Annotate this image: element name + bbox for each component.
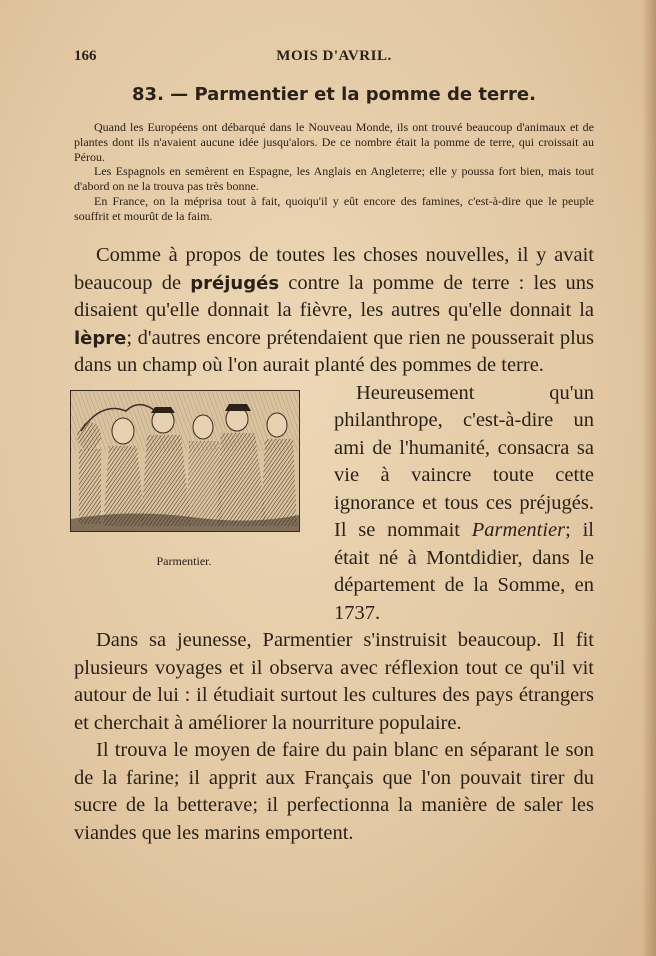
- figure-caption: Parmentier.: [156, 553, 212, 568]
- text-run: [74, 327, 594, 377]
- text-run: ; d'autres encore prétendaient que rien ne pousserait plus dans un champ où l'on aurait planté des pommes de terre.: [74, 326, 594, 376]
- italic-name: Parmentier: [471, 519, 566, 541]
- chapter-title: 83. — Parmentier et la pomme de terre.: [132, 84, 536, 105]
- body-text: [74, 242, 594, 847]
- text-run: contre la pomme de terre : les uns disaient qu'elle donnait la fièvre, les autres qu'elle donnait la: [74, 271, 594, 321]
- page-header: [74, 48, 594, 68]
- summary-paragraph: Les Espagnols en semèrent en Espagne, les Anglais en Angleterre; elle y poussa fort bien, mais tout d'abord on ne la trouva pas très bonne.: [74, 164, 594, 194]
- text-run: , c'est-à-dire un ami de l'humanité, consacra sa vie à vaincre toute cette ignorance et tous ces préjugés. Il se nommait: [334, 409, 594, 541]
- summary-paragraph: Quand les Européens ont débarqué dans le Nouveau Monde, ils ont trouvé beaucoup d'animaux et de plantes dont ils n'avaient aucune idée jusqu'alors. De ce nombre était la pomme de terre, qui croissait au Pérou.: [74, 120, 594, 164]
- page-number: 166: [74, 48, 97, 64]
- bold-term: lèpre: [74, 327, 127, 349]
- summary-block: [74, 120, 594, 224]
- page-edge-shadow: [642, 0, 656, 956]
- figure: [70, 380, 316, 600]
- running-head: MOIS D'AVRIL.: [276, 48, 392, 64]
- bold-term: préjugés: [190, 272, 280, 294]
- text-run: Comme à propos de toutes les choses nouvelles, il y avait beaucoup de: [74, 244, 594, 294]
- body-paragraph-4: Il trouva le moyen de faire du pain blanc en séparant le son de la farine; il apprit aux Français que l'on pouvait tirer du sucre de la betterave; il perfectionna la manière de saler les viandes que les marins emportent.: [74, 739, 594, 844]
- body-paragraph-3: Dans sa jeunesse, Parmentier s'instruisit beaucoup. Il fit plusieurs voyages et il observa avec réflexion tout ce qu'il vit autour de lui : il étudiait surtout les cultures des pays étrangers et cherchait à améliorer la nourriture populaire.: [74, 629, 594, 734]
- body-paragraph-1: [74, 242, 594, 380]
- text-run: Heureusement qu'un: [356, 381, 594, 404]
- parmentier-engraving: [70, 390, 300, 532]
- text-run: philanthrope: [334, 409, 438, 431]
- text-run: ; il était né à Montdidier, dans le département de la Somme, en 1737.: [334, 519, 594, 624]
- summary-paragraph: En France, on la méprisa tout à fait, quoiqu'il y eût encore des famines, c'est-à-dire que le peuple souffrit et mourût de la faim.: [74, 193, 594, 223]
